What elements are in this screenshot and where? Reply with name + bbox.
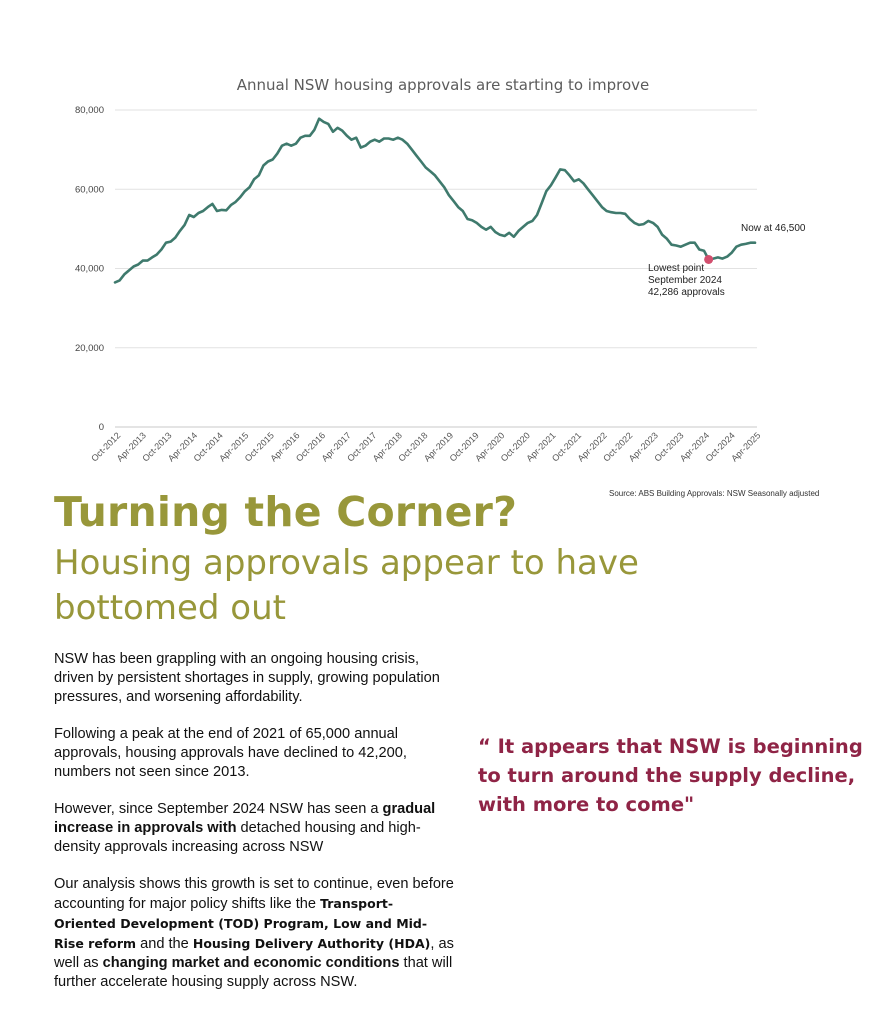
x-tick-label: Oct-2023 bbox=[652, 430, 686, 464]
y-tick-label: 40,000 bbox=[74, 263, 104, 275]
x-tick-label: Oct-2013 bbox=[140, 430, 174, 464]
x-tick-label: Oct-2015 bbox=[242, 430, 277, 464]
pull-quote: “ It appears that NSW is beginning to turn around the supply decline, with more to come" bbox=[478, 735, 863, 816]
y-axis-ticks bbox=[75, 105, 104, 433]
x-tick-label: Apr-2015 bbox=[217, 430, 251, 464]
series-line-approvals bbox=[115, 119, 755, 283]
x-tick-label: Apr-2025 bbox=[729, 430, 763, 464]
paragraph-3 bbox=[54, 800, 454, 857]
paragraph-3-bold: gradual increase in approvals with bbox=[54, 801, 436, 836]
x-tick-label: Oct-2020 bbox=[498, 430, 533, 464]
x-tick-label: Oct-2024 bbox=[703, 430, 737, 464]
chart-source: Source: ABS Building Approvals: NSW Seasonally adjusted bbox=[609, 489, 820, 498]
paragraph-2: Following a peak at the end of 2021 of 65,000 annual approvals, housing approvals have declined to 42,200, numbers not seen since 2013. bbox=[54, 726, 407, 780]
paragraph-4-bold-tod: Transport-Oriented Development (TOD) Program, Low and Mid-Rise reform bbox=[54, 896, 428, 951]
x-tick-label: Oct-2018 bbox=[396, 430, 430, 464]
paragraph-4-bold-hda: Housing Delivery Authority (HDA) bbox=[192, 936, 431, 951]
y-tick-label: 0 bbox=[98, 422, 104, 433]
paragraph-3-text: However, since September 2024 NSW has seen a bbox=[54, 801, 383, 817]
y-tick-label: 60,000 bbox=[74, 184, 104, 196]
body-text bbox=[54, 650, 454, 1010]
annotation-lowest-line1: Lowest point bbox=[648, 263, 705, 274]
housing-approvals-chart bbox=[0, 0, 886, 485]
x-tick-label: Apr-2014 bbox=[165, 430, 200, 464]
paragraph-4-text-2: and the bbox=[136, 936, 193, 952]
x-tick-label: Apr-2023 bbox=[626, 430, 661, 464]
x-axis-ticks bbox=[89, 430, 762, 463]
paragraph-4 bbox=[54, 875, 454, 992]
lowest-point-marker bbox=[704, 255, 713, 264]
x-tick-label: Oct-2017 bbox=[345, 430, 379, 464]
paragraph-4-bold-market: changing market and economic conditions bbox=[102, 955, 400, 971]
x-tick-label: Oct-2019 bbox=[447, 430, 481, 464]
x-tick-label: Apr-2019 bbox=[421, 430, 456, 464]
annotation-lowest-line3: 42,286 approvals bbox=[648, 287, 725, 298]
x-tick-label: Apr-2020 bbox=[473, 430, 507, 464]
x-tick-label: Oct-2021 bbox=[549, 430, 584, 464]
x-tick-label: Oct-2012 bbox=[89, 430, 123, 464]
annotation-lowest-line2: September 2024 bbox=[648, 275, 722, 286]
y-tick-label: 80,000 bbox=[74, 105, 104, 116]
paragraph-4-text-end: that will further accelerate housing supply across NSW. bbox=[54, 955, 453, 990]
x-tick-label: Apr-2013 bbox=[114, 430, 149, 464]
annotation-now: Now at 46,500 bbox=[741, 223, 806, 234]
paragraph-4-text-3: , as well as bbox=[54, 936, 454, 971]
y-tick-label: 20,000 bbox=[74, 342, 104, 354]
x-tick-label: Oct-2014 bbox=[191, 430, 225, 464]
x-tick-label: Oct-2016 bbox=[293, 430, 328, 464]
x-tick-label: Apr-2018 bbox=[370, 430, 405, 464]
x-tick-label: Apr-2016 bbox=[268, 430, 302, 464]
page-subheading: Housing approvals appear to have bottomed out bbox=[54, 543, 639, 628]
x-tick-label: Apr-2021 bbox=[524, 430, 558, 464]
chart-title: Annual NSW housing approvals are starting to improve bbox=[236, 76, 650, 94]
paragraph-3-text-end: detached housing and high-density approvals increasing across NSW bbox=[54, 820, 421, 855]
x-tick-label: Apr-2017 bbox=[319, 430, 353, 464]
page-heading: Turning the Corner? bbox=[54, 488, 518, 536]
paragraph-1: NSW has been grappling with an ongoing housing crisis, driven by persistent shortages in supply, growing population pressures, and worsening affordability. bbox=[54, 651, 440, 705]
paragraph-4-text: Our analysis shows this growth is set to continue, even before accounting for major policy shifts like the bbox=[54, 876, 454, 912]
x-tick-label: Apr-2022 bbox=[575, 430, 609, 464]
x-tick-label: Oct-2022 bbox=[601, 430, 635, 464]
x-tick-label: Apr-2024 bbox=[677, 430, 712, 464]
